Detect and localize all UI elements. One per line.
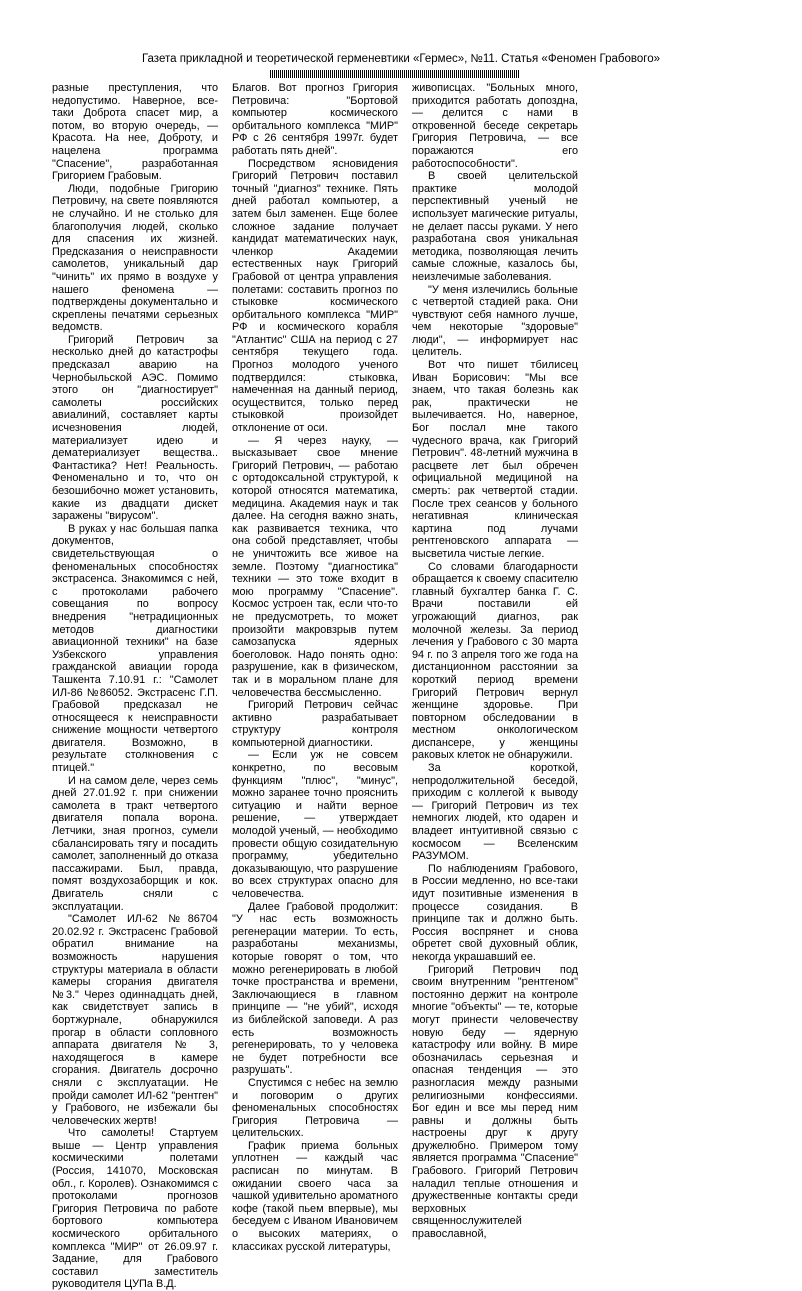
paragraph: В своей целительской практике молодой перспективный ученый не использует магические ритуалы, не делает пассы руками. У него разработана своя уникальная методика, позволяющая лечить самые сложные, казалось бы, неизлечимые заболевания. [412,170,578,283]
header-rule [270,70,520,78]
paragraph: Посредством ясновидения Григорий Петрович поставил точный "диагноз" технике. Пять дней работал компьютер, а затем был заменен. Еще более сложное задание получает кандидат математических наук, членкор Академии естественных наук Григорий Грабовой от центра управления полетами: составить прогноз по стыковке космического орбитального комплекса "МИР" РФ и космического корабля "Атлантис" США на период с 27 сентября текущего года. Прогноз молодого ученого подтвердился: стыковка, намеченная на данный период, осуществится, только перед стыковкой произойдет отклонение от оси. [232,157,398,435]
newspaper-header: Газета прикладной и теоретической герменевтики «Гермес», №11. Статья «Феномен Грабового» [141,53,661,65]
paragraph: График приема больных уплотнен — каждый час расписан по минутам. В ожидании своего часа за чашкой удивительно ароматного кофе (такой пьем впервые), мы беседуем с Иваном Ивановичем о высоких материях, о классиках русской литературы, [232,1139,398,1253]
paragraph: И на самом деле, через семь дней 27.01.92 г. при снижении самолета в тракт четвертого двигателя попала ворона. Летчики, зная прогноз, сумели сбалансировать тягу и посадить самолет, заполненный до отказа пассажирами. Был, правда, помят воздухозаборщик и кок. Двигатель сняли с эксплуатации. [52,774,218,913]
paragraph: Григорий Петрович сейчас активно разрабатывает структуру контроля компьютерной диагностики. [232,699,398,749]
paragraph: "У меня излечились больные с четвертой стадией рака. Они чувствуют себя намного лучше, чем некоторые "здоровые" люди", — информирует нас целитель. [412,283,578,359]
paragraph: В руках у нас большая папка документов, свидетельствующая о феноменальных способностях экстрасенса. Знакомимся с ней, с протоколами рабочего совещания по вопросу внедрения "нетрадиционных методов диагностики авиационной техники" на базе Узбекского управления гражданской авиации города Ташкента 7.10.91 г.: "Самолет ИЛ-86 №86052. Экстрасенс Г.П. Грабовой предсказал не относящееся к неисправности снижение мощности четвертого двигателя. Возможно, в результате столкновения с птицей." [52,522,218,775]
paragraph: Люди, подобные Григорию Петровичу, на свете появляются не случайно. И не столько для благополучия людей, сколько для спасения их жизней. Предсказания о неисправности самолетов, уникальный дар "чинить" их прямо в воздухе у нашего феномена — подтверждены документально и скреплены печатями серьезных ведомств. [52,182,218,334]
paragraph: Благов. Вот прогноз Григория Петровича: "Бортовой компьютер космического орбитального комплекса "МИР" РФ с 26 сентября 1997г. будет работать пять дней". [232,82,398,157]
paragraph: Григорий Петрович под своим внутренним "рентгеном" постоянно держит на контроле многие "объекты" — те, которые могут принести человечеству новую беду — ядерную катастрофу или войну. В мире обозначилась серьезная и опасная тенденция — это разногласия между разными религиозными конфессиями. Бог един и все мы перед ним равны и должны быть настроены друг к другу дружелюбно. Примером тому является программа "Спасение" Грабового. Григорий Петрович наладил теплые отношения и дружественные контакты среди верховных священнослужителей православной, [412,963,578,1241]
paragraph: По наблюдениям Грабового, в России медленно, но все-таки идут позитивные изменения в процессе созидания. В принципе так и должно быть. Россия воспрянет и снова обретет свой духовный облик, некогда украшавший ее. [412,862,578,963]
paragraph: разные преступления, что недопустимо. Наверное, все-таки Доброта спасет мир, а потом, во вторую очередь, — Красота. На нее, Доброту, и нацелена программа "Спасение", разработанная Григорием Грабовым. [52,82,218,183]
text-column-1 [52,82,218,1291]
paragraph: Спустимся с небес на землю и поговорим о других феноменальных способностях Григория Петровича — целительских. [232,1076,398,1140]
paragraph: Далее Грабовой продолжит: "У нас есть возможность регенерации материи. То есть, разработаны механизмы, которые говорят о том, что можно регенерировать в любой точке пространства и времени, Заключающиеся в главном принципе — "не убий", исходя из библейской заповеди. А раз есть возможность регенерировать, то у человека не будет потребности все разрушать". [232,900,398,1077]
paragraph: "Самолет ИЛ-62 №86704 20.02.92 г. Экстрасенс Грабовой обратил внимание на возможность нарушения структуры материала в области камеры сгорания двигателя №3." Через одиннадцать дней, как свидетствует запись в бортжурнале, обнаружился прогар в области сопловного аппарата двигателя № 3, находящегося в камере сгорания. Двигатель досрочно сняли с эксплуатации. Не пройди самолет ИЛ-62 "рентген" у Грабового, не избежали бы человеческих жертв! [52,913,218,1127]
paragraph: Что самолеты! Стартуем выше — Центр управления космическими полетами (Россия, 141070, Московская обл., г. Королев). Ознакомимся с протоколами прогнозов Григория Петровича по работе бортового компьютера космического орбитального комплекса "МИР" от 26.09.97 г. Задание, для Грабового составил заместитель руководителя ЦУПа В.Д. [52,1127,218,1291]
paragraph: живописцах. "Больных много, приходится работать допоздна, — делится с нами в откровенной беседе секретарь Григория Петровича, — все поражаются его работоспособности". [412,82,578,170]
paragraph: За короткой, непродолжительной беседой, приходим с коллегой к выводу — Григорий Петрович из тех немногих людей, кто одарен и владеет интуитивной связью с космосом — Вселенским РАЗУМОМ. [412,762,578,863]
paragraph: Григорий Петрович за несколько дней до катастрофы предсказал аварию на Чернобыльской АЭС. Помимо этого он "диагностирует" самолеты российских авиалиний, составляет карты исчезновения людей, материализует идею и дематериализует вещества.. Фантастика? Нет! Реальность. Феноменально и то, что он безошибочно может установить, какие из двадцати дискет заражены "вирусом". [52,333,218,523]
text-column-3 [412,82,578,1241]
paragraph: Со словами благодарности обращается к своему спасителю главный бухгалтер банка Г. С. Врачи поставили ей угрожающий диагноз, рак молочной железы. За период лечения у Грабового с 30 марта 94 г. по 3 апреля того же года на дистанционном расстоянии за короткий период времени Григорий Петрович вернул женщине здоровье. При повторном обследовании в местном онкологическом диспансере, у женщины раковых клеток не обнаружили. [412,560,578,762]
paragraph: Вот что пишет тбилисец Иван Борисович: "Мы все знаем, что такая болезнь как рак, практически не вылечивается. Но, наверное, Бог послал мне такого чудесного врача, как Григорий Петрович". 48-летний мужчина в расцвете лет был обречен официальной медициной на смерть: рак четвертой стадии. После трех сеансов у больного негативная клиническая картина под лучами рентгеновского аппарата — высветила чистые легкие. [412,359,578,560]
paragraph: — Если уж не совсем конкретно, по весовым функциям "плюс", "минус", можно заранее точно прояснить ситуацию и найти верное решение, — утверждает молодой ученый, — необходимо провести общую созидательную программу, убедительно доказывающую, что разрушение во всех структурах опасно для человечества. [232,749,398,900]
text-column-2 [232,82,398,1253]
paragraph: — Я через науку, — высказывает свое мнение Григорий Петрович, — работаю с ортодоксальной структурой, к которой относятся математика, медицина. Академия наук и так далее. На сегодня важно знать, как развивается техника, что она собой представляет, чтобы не уничтожить все живое на земле. Поэтому "диагностика" техники — это тоже входит в мою программу "Спасение". Космос устроен так, если что-то не предусмотреть, то может произойти макровзрыв путем самозапуска ядерных боеголовок. Надо понять одно: разрушение, как в физическом, так и в моральном плане для человечества бессмысленно. [232,434,398,699]
